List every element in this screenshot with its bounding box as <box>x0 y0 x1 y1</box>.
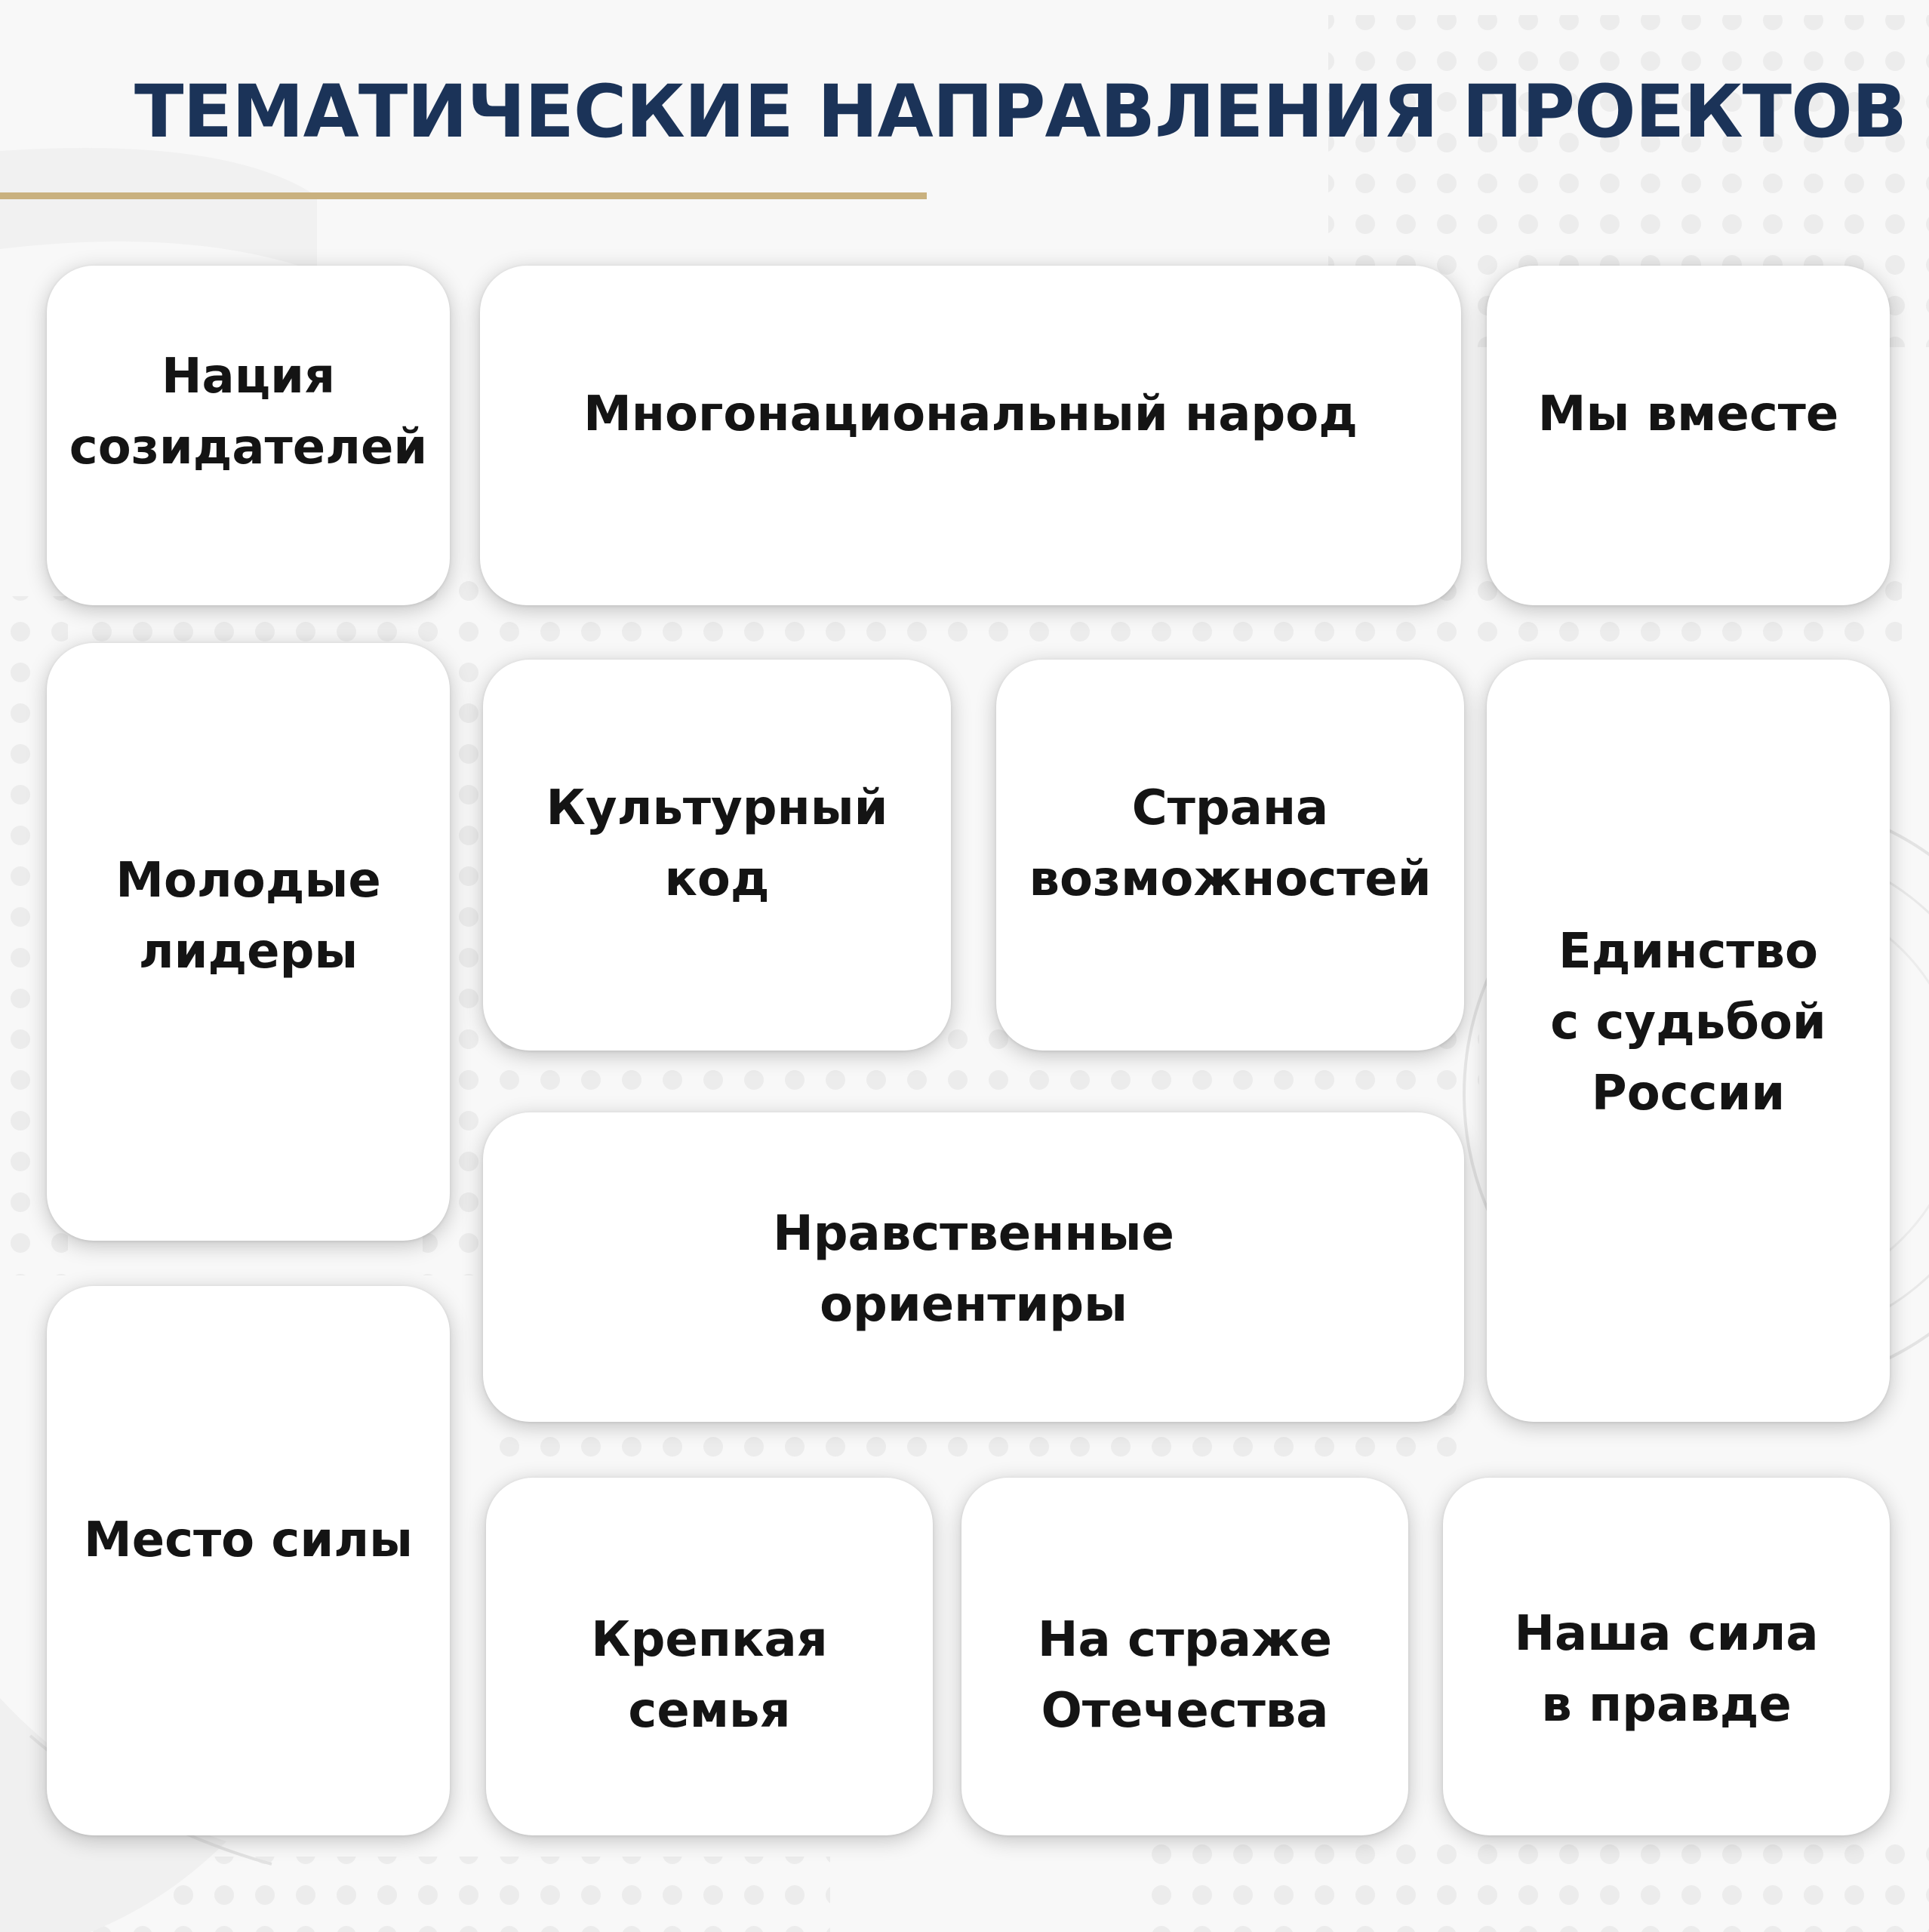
card-my-vmeste[interactable] <box>1487 266 1890 605</box>
card-strana-vozmozhnostey-label: Страна возможностей <box>1029 780 1432 907</box>
card-molodye-lidery-label: Молодые лидеры <box>115 853 381 980</box>
card-kulturnyy-kod-label: Культурный код <box>546 780 888 907</box>
card-nasha-sila-v-pravde-label: Наша сила в правде <box>1514 1606 1819 1733</box>
card-molodye-lidery[interactable] <box>47 643 450 1241</box>
card-krepkaya-semya-label: Крепкая семья <box>591 1612 828 1739</box>
card-edinstvo-s-sudboy-rossii[interactable] <box>1487 660 1890 1422</box>
card-mesto-sily-label: Место силы <box>84 1512 413 1568</box>
card-natsiya-sozidateley-label: Нация созидателей <box>69 349 428 475</box>
card-na-strazhe-otechestva-label: На страже Отечества <box>1037 1612 1333 1739</box>
card-edinstvo-s-sudboy-rossii-label: Единство с судьбой России <box>1550 924 1826 1121</box>
card-nravstvennye-orientiry-label: Нравственные ориентиры <box>773 1206 1174 1333</box>
card-nasha-sila-v-pravde[interactable] <box>1443 1478 1890 1835</box>
card-na-strazhe-otechestva[interactable] <box>961 1478 1408 1835</box>
card-krepkaya-semya[interactable] <box>486 1478 933 1835</box>
title-underline <box>0 192 927 199</box>
card-mesto-sily[interactable] <box>47 1286 450 1835</box>
card-my-vmeste-label: Мы вместе <box>1537 386 1839 442</box>
card-natsiya-sozidateley[interactable] <box>47 266 450 605</box>
card-mnogonatsionalnyy-narod[interactable] <box>480 266 1461 605</box>
card-mnogonatsionalnyy-narod-label: Многонациональный народ <box>583 386 1358 442</box>
card-strana-vozmozhnostey[interactable] <box>996 660 1464 1051</box>
card-nravstvennye-orientiry[interactable] <box>483 1112 1464 1422</box>
card-kulturnyy-kod[interactable] <box>483 660 951 1051</box>
page-title: ТЕМАТИЧЕСКИЕ НАПРАВЛЕНИЯ ПРОЕКТОВ <box>134 69 1906 154</box>
